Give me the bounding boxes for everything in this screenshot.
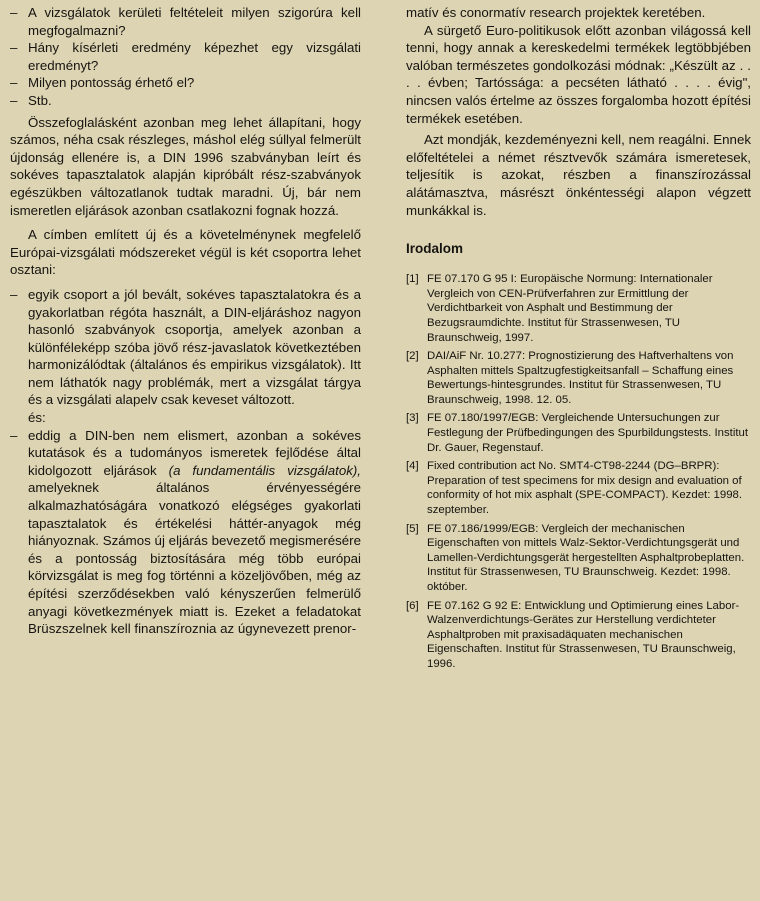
reference-number: [2] [406,350,419,363]
reference-item [406,522,751,595]
reference-number: [1] [406,273,419,286]
reference-text: FE 07.170 G 95 I: Europäische Normung: Internationaler Vergleich von CEN-Prüfverfahren zur Ermittlung der Verdichtbarkeit von Asphalt und Bestimmung der Bezugsraumdichte. Institut für Strassenwesen, TU Braunschweig, 1997. [427,273,713,344]
right-column [406,4,751,676]
list-item: – Hány kísérleti eredmény képezhet egy vizsgálati eredményt? [10,40,361,73]
continuation-paragraph: matív és conormatív research projektek keretében. [406,5,706,20]
list-item-text: Stb. [28,92,52,108]
reference-number: [6] [406,599,419,612]
reference-text: FE 07.162 G 92 E: Entwicklung und Optimierung eines Labor-Walzenverdichtungs-Gerätes zur Herstellung verdichteter Asphaltproben mit praxisadäquaten mechanischen Eigenschaften. Institut für Strassenwesen, TU Braunschweig, 1996. [427,599,740,670]
reference-item [406,272,751,345]
summary-paragraph: Összefoglalásként azonban meg lehet állapítani, hogy számos, néha csak részleges, máshol elég súllyal felmerült újdonság ellenére is, a DIN 1996 szabványban leírt és sokéves tapasztalatok alapján kipróbált rész-szabványok egészükben változatlanok tudtak maradni. Új, bár nem ismeretlen eljárások azonban csatlakozni fognak hozzá. [10,114,361,218]
reference-item [406,411,751,455]
italic-term: (a fundamentális vizsgálatok), [168,462,361,478]
group2-text: eddig a DIN-ben nem elismert, azonban a sokéves kutatások és a tudományos ismeretek fejlődése által kidolgozott eljárások (a fundamentális vizsgálatok), amelyeknek általános érvényességére alkalmazhatóságára vonatkozó elégséges gyakorlati tapasztalatok és értékelési háttér-anyagok még hiányoznak. Számos új eljárás bevezető megismerésére és a pontosság biztosítására még több európai körvizsgálat is meg fog történni a közeljövőben, még az építési szerződésekben való kényszerűen felmerülő anyagi következmények miatt is. Ezeket a feladatokat Brüszszelnek kell finanszíroznia az úgynevezett prenor- [28,427,361,637]
reference-item [406,349,751,407]
euro-paragraph: A sürgető Euro-politikusok előtt azonban világossá kell tenni, hogy annak a kereskedelmi termékek legtöbbjében valóban természetes gondolkozási módnak: „Készült az . . . . évben; Tartóssága: a pecséten látható . . . . évig", nincsen valós értelme az összes forgalomba hozott építési termékek esetében. [406,22,751,126]
final-paragraph: Azt mondják, kezdeményezni kell, nem reagálni. Ennek előfeltételei a német résztvevők számára ismeretesek, teljesítik is azokat, részben a finanszírozással alátámasztva, másrészt önkéntességi alapon végzett munkákkal is. [406,132,751,218]
reference-item [406,599,751,672]
reference-number: [4] [406,460,419,473]
reference-item [406,459,751,517]
list-item: – A vizsgálatok kerületi feltételeit milyen szigorúra kell megfogalmazni? [10,5,361,38]
list-item: – egyik csoport a jól bevált, sokéves tapasztalatokra és a gyakorlatban régóta használt, a DIN-eljáráshoz nagyon hasonló szabványok csoportja, amelyek azonban a különféleképp szóba jövő rész-javaslatok következtében harmonizálódtak (általános és empirikus vizsgálatok). Itt nem láthatók nagy problémák, mert a vizsgálat tárgya és a vizsgálati alapelv csak keveset változott. és: [10,286,361,426]
reference-text: Fixed contribution act No. SMT4-CT98-2244 (DG–BRPR): Preparation of test specimens for mix design and evaluation of conformity of hot mix asphalt (SPE-COMPACT). Kezdet: 1998. szeptember. [427,460,743,517]
reference-text: DAI/AiF Nr. 10.277: Prognostizierung des Haftverhaltens von Asphalten mittels Spaltzugfestigkeitsanfall – Schaffung eines Bewertungs-hintesgrundes. Institut für Strassenwesen, TU Braunschweig, 1998. 12. 05. [427,350,734,406]
reference-number: [3] [406,412,419,425]
left-column [10,4,361,638]
list-item: – Stb. [10,92,361,110]
conjunction-text: és: [28,410,46,426]
reference-list [406,272,751,671]
reference-number: [5] [406,522,419,535]
list-item: – Milyen pontosság érhető el? [10,74,361,92]
group1-text: egyik csoport a jól bevált, sokéves tapasztalatokra és a gyakorlatban régóta használt, a DIN-eljáráshoz nagyon hasonló szabványok csoportja, amelyek azonban a különféleképp szóba jövő rész-javaslatok következtében harmonizálódtak (általános és empirikus vizsgálatok). Itt nem láthatók nagy problémák, mert a vizsgálat tárgya és a vizsgálati alapelv csak keveset változott. [28,286,361,408]
list-item-text: Hány kísérleti eredmény képezhet egy vizsgálati eredményt? [28,40,361,73]
list-item-text: Milyen pontosság érhető el? [28,75,195,91]
reference-text: FE 07.186/1999/EGB: Vergleich der mechanischen Eigenschaften von mittels Walz-Sektor-Verdichtungsgerät und Lamellen-Verdichtungsgerät hergestellten Asphaltprobeplatten. Institut für Strassenwesen, TU Braunschweig. Kezdet: 1998. október. [427,522,745,593]
list-item: – eddig a DIN-ben nem elismert, azonban a sokéves kutatások és a tudományos ismeretek fejlődése által kidolgozott eljárások (a fundamentális vizsgálatok), amelyeknek általános érvényességére alkalmazhatóságára vonatkozó elégséges gyakorlati tapasztalatok és értékelési háttér-anyagok még hiányoznak. Számos új eljárás bevezető megismerésére és a pontosság biztosítására még több európai körvizsgálat is meg fog történni a közeljövőben, még az építési szerződésekben való kényszerűen felmerülő anyagi következmények miatt is. Ezeket a feladatokat Brüszszelnek kell finanszíroznia az úgynevezett prenor- [10,427,361,637]
intro-paragraph: A címben említett új és a követelménynek megfelelő Európai-vizsgálati módszereket végül is két csoportra lehet osztani: [10,227,361,278]
list-item-text: A vizsgálatok kerületi feltételeit milyen szigorúra kell megfogalmazni? [28,5,361,38]
references-heading: Irodalom [406,241,464,257]
reference-text: FE 07.180/1997/EGB: Vergleichende Untersuchungen zur Festlegung der Prüfbedingungen des Spurbildungstests. Institut Dr. Gauer, Regenstauf. [427,412,749,454]
